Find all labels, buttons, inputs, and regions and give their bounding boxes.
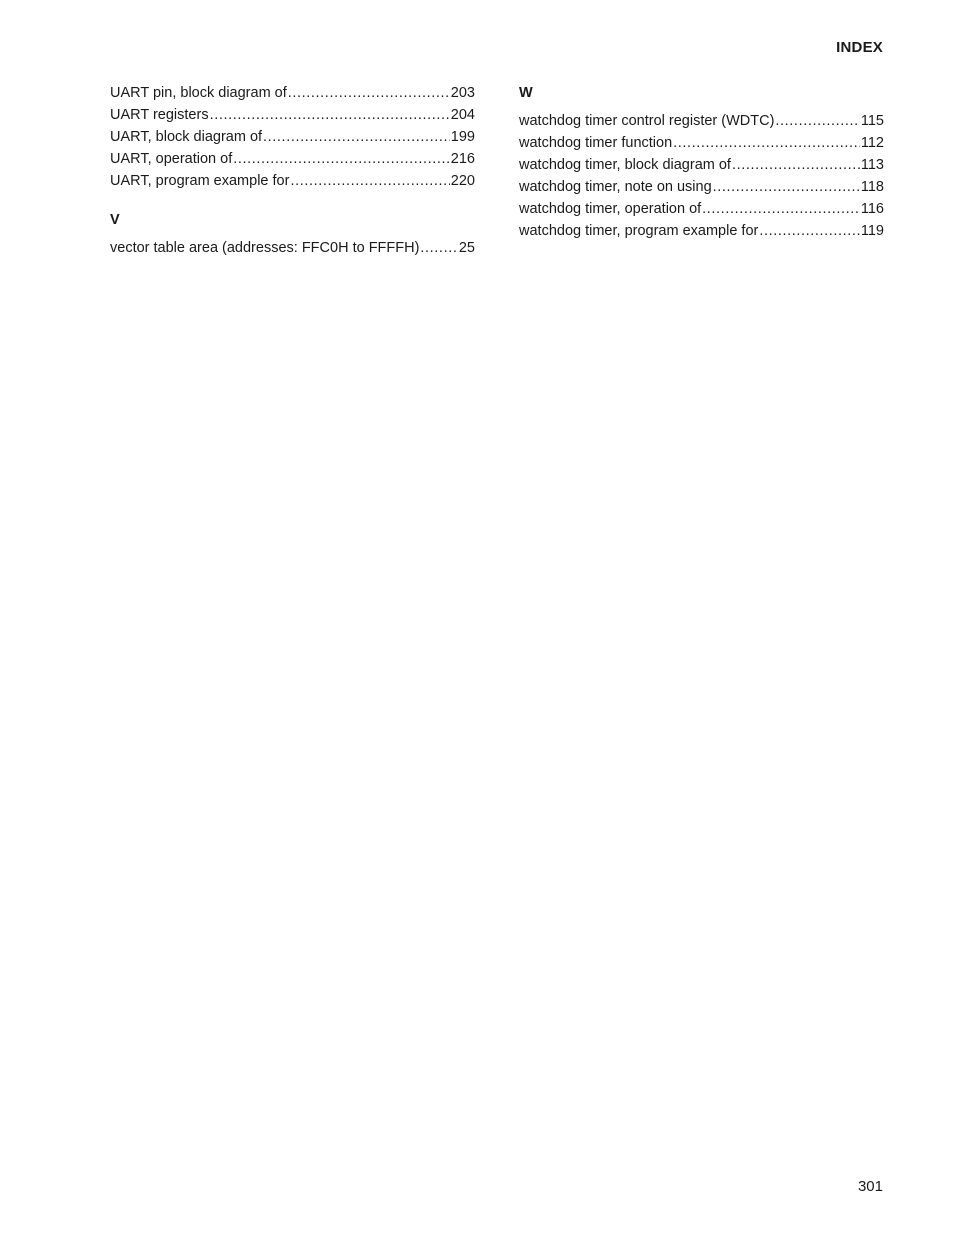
index-entry [519,220,884,242]
index-entry [110,126,475,148]
entry-page-number: 216 [450,151,475,167]
index-entry [110,170,475,192]
index-entry [110,104,475,126]
entry-page-number: 119 [860,223,884,239]
dot-leader [210,104,450,126]
dot-leader [673,132,860,154]
entry-page-number: 220 [450,173,475,189]
index-entry [110,237,475,259]
index-entry [519,132,884,154]
dot-leader [759,220,860,242]
entry-text: watchdog timer, program example for [519,223,759,239]
dot-leader [420,237,457,259]
entry-text: UART, program example for [110,173,290,189]
entry-page-number: 203 [450,85,475,101]
dot-leader [263,126,450,148]
entry-page-number: 199 [450,129,475,145]
page-number: 301 [857,1178,883,1195]
entry-page-number: 118 [860,179,884,195]
entry-text: UART, operation of [110,151,233,167]
index-entry [519,198,884,220]
entry-page-number: 116 [860,201,884,217]
index-entry [519,176,884,198]
dot-leader [702,198,860,220]
dot-leader [775,110,859,132]
entry-text: UART, block diagram of [110,129,263,145]
entry-page-number: 204 [450,107,475,123]
entry-text: watchdog timer, block diagram of [519,157,731,173]
dot-leader [713,176,860,198]
entry-text: watchdog timer control register (WDTC) [519,113,775,129]
index-entry [110,148,475,170]
entry-page-number: 113 [860,157,884,173]
entry-text: vector table area (addresses: FFC0H to FFFFH) [110,240,420,256]
entry-page-number: 25 [458,240,475,256]
dot-leader [732,154,860,176]
section-spacer [110,192,475,209]
section-letter-v: V [110,212,120,228]
dot-leader [233,148,450,170]
entry-page-number: 112 [860,135,884,151]
index-column-left [110,82,475,259]
index-entry [110,82,475,104]
entry-page-number: 115 [860,113,884,129]
index-entry [519,110,884,132]
entry-text: watchdog timer, operation of [519,201,702,217]
section-letter-w: W [519,85,533,101]
entry-text: watchdog timer function [519,135,673,151]
entry-text: watchdog timer, note on using [519,179,712,195]
index-heading: INDEX [836,39,883,56]
index-column-right [519,82,884,242]
dot-leader [288,82,450,104]
entry-text: UART registers [110,107,209,123]
entry-text: UART pin, block diagram of [110,85,287,101]
dot-leader [290,170,449,192]
index-entry [519,154,884,176]
